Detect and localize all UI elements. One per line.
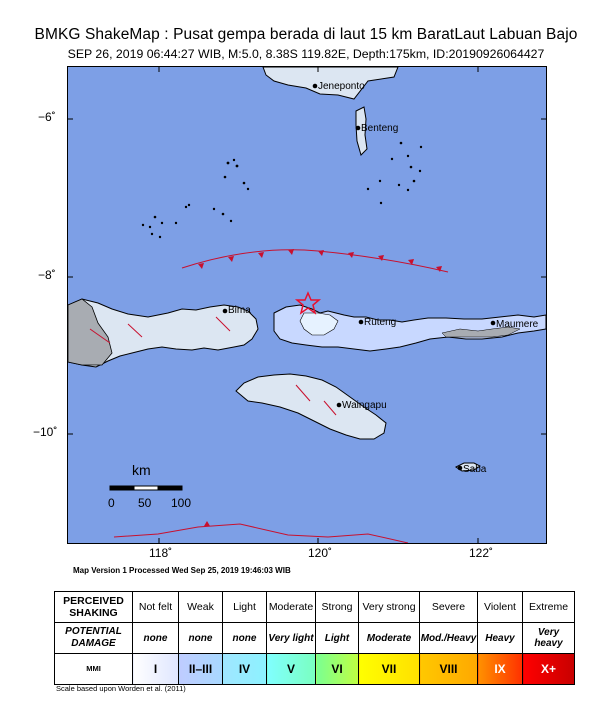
lon-label-118: 118˚ — [149, 546, 173, 560]
damage-cell: Very light — [267, 623, 316, 654]
mmi-cell: IX — [478, 654, 523, 685]
damage-row — [55, 623, 575, 654]
shakemap — [67, 66, 547, 544]
mmi-cell: V — [267, 654, 316, 685]
shaking-cell: Light — [223, 592, 267, 623]
shaking-cell: Moderate — [267, 592, 316, 623]
mmi-cell: II–III — [179, 654, 223, 685]
mmi-row-header: MMI — [55, 654, 133, 685]
damage-row-header: POTENTIAL DAMAGE — [55, 623, 133, 654]
lat-label-minus10: −10˚ — [33, 425, 58, 439]
lat-label-minus8: −8˚ — [38, 268, 56, 282]
shaking-cell: Extreme — [523, 592, 575, 623]
damage-cell: Light — [316, 623, 359, 654]
map-title: BMKG ShakeMap : Pusat gempa berada di laut 15 km BaratLaut Labuan Bajo — [34, 26, 578, 43]
scale-unit: km — [132, 462, 151, 478]
place-maumere: Maumere — [496, 319, 539, 330]
scale-bar-segment-1 — [110, 486, 134, 490]
damage-cell: Very heavy — [523, 623, 575, 654]
shaking-cell: Violent — [478, 592, 523, 623]
mmi-row — [55, 654, 575, 685]
damage-cell: none — [179, 623, 223, 654]
lat-label-minus6: −6˚ — [38, 110, 56, 124]
intensity-legend — [54, 591, 575, 685]
damage-cell: Heavy — [478, 623, 523, 654]
mmi-cell: VI — [316, 654, 359, 685]
lon-label-120: 120˚ — [308, 546, 333, 560]
event-details: SEP 26, 2019 06:44:27 WIB, M:5.0, 8.38S 119.82E, Depth:175km, ID:20190926064427 — [67, 47, 545, 61]
place-waingapu: Waingapu — [342, 400, 387, 411]
place-saba: Saba — [463, 464, 487, 475]
scale-label-50: 50 — [138, 496, 152, 510]
place-jeneponto: Jeneponto — [318, 81, 365, 92]
map-version-note: Map Version 1 Processed Wed Sep 25, 2019 19:46:03 WIB — [73, 566, 291, 575]
place-ruteng: Ruteng — [364, 317, 397, 328]
shaking-cell: Very strong — [359, 592, 420, 623]
mmi-cell: IV — [223, 654, 267, 685]
mmi-cell: VII — [359, 654, 420, 685]
mmi-cell: I — [133, 654, 179, 685]
damage-cell: none — [133, 623, 179, 654]
scale-bar-segment-2 — [134, 486, 158, 490]
shaking-row-header: PERCEIVED SHAKING — [55, 592, 133, 623]
scale-label-0: 0 — [108, 496, 115, 510]
shaking-cell: Strong — [316, 592, 359, 623]
damage-cell: Moderate — [359, 623, 420, 654]
shaking-row — [55, 592, 575, 623]
shaking-cell: Weak — [179, 592, 223, 623]
lon-label-122: 122˚ — [469, 546, 494, 560]
mmi-cell: X+ — [523, 654, 575, 685]
shaking-cell: Not felt — [133, 592, 179, 623]
damage-cell: none — [223, 623, 267, 654]
place-benteng: Benteng — [361, 123, 399, 134]
mmi-cell: VIII — [420, 654, 478, 685]
scale-label-100: 100 — [171, 496, 192, 510]
scale-reference-note: Scale based upon Worden et al. (2011) — [56, 684, 186, 693]
scale-bar-segment-3 — [158, 486, 182, 490]
place-bima: Bima — [228, 305, 251, 316]
shaking-cell: Severe — [420, 592, 478, 623]
damage-cell: Mod./Heavy — [420, 623, 478, 654]
map-canvas — [68, 67, 546, 543]
